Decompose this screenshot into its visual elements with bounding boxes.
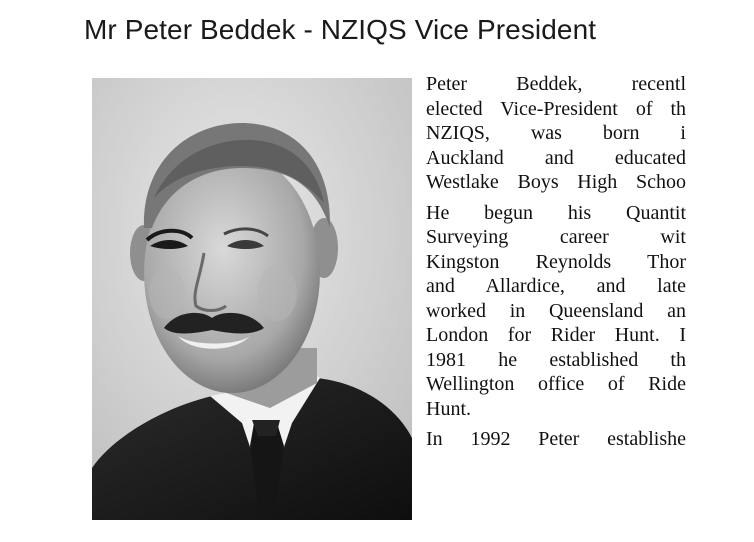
article-headline: Mr Peter Beddek - NZIQS Vice President (84, 14, 597, 45)
text-line: London for Rider Hunt. I (426, 324, 686, 346)
text-line: elected Vice-President of th (426, 97, 686, 120)
article-paragraph-1 (426, 72, 686, 195)
portrait-photo (92, 78, 412, 520)
text-line: NZIQS, was born i (426, 122, 686, 144)
article-paragraph-2 (426, 201, 686, 422)
text-line: Wellington office of Ride (426, 373, 686, 395)
text-line: Westlake Boys High Schoo (426, 171, 686, 193)
text-line: Auckland and educated (426, 146, 686, 169)
text-line: 1981 he established th (426, 348, 686, 371)
text-line: Surveying career wit (426, 226, 686, 248)
article-body (426, 72, 686, 458)
text-line: Hunt. (426, 397, 471, 420)
text-line: Kingston Reynolds Thor (426, 250, 686, 273)
article-paragraph-3 (426, 427, 686, 452)
text-line: and Allardice, and late (426, 275, 686, 297)
text-line: worked in Queensland an (426, 299, 686, 322)
text-line: In 1992 Peter establishe (426, 428, 686, 450)
text-line: He begun his Quantit (426, 201, 686, 224)
text-line: Peter Beddek, recentl (426, 73, 686, 95)
